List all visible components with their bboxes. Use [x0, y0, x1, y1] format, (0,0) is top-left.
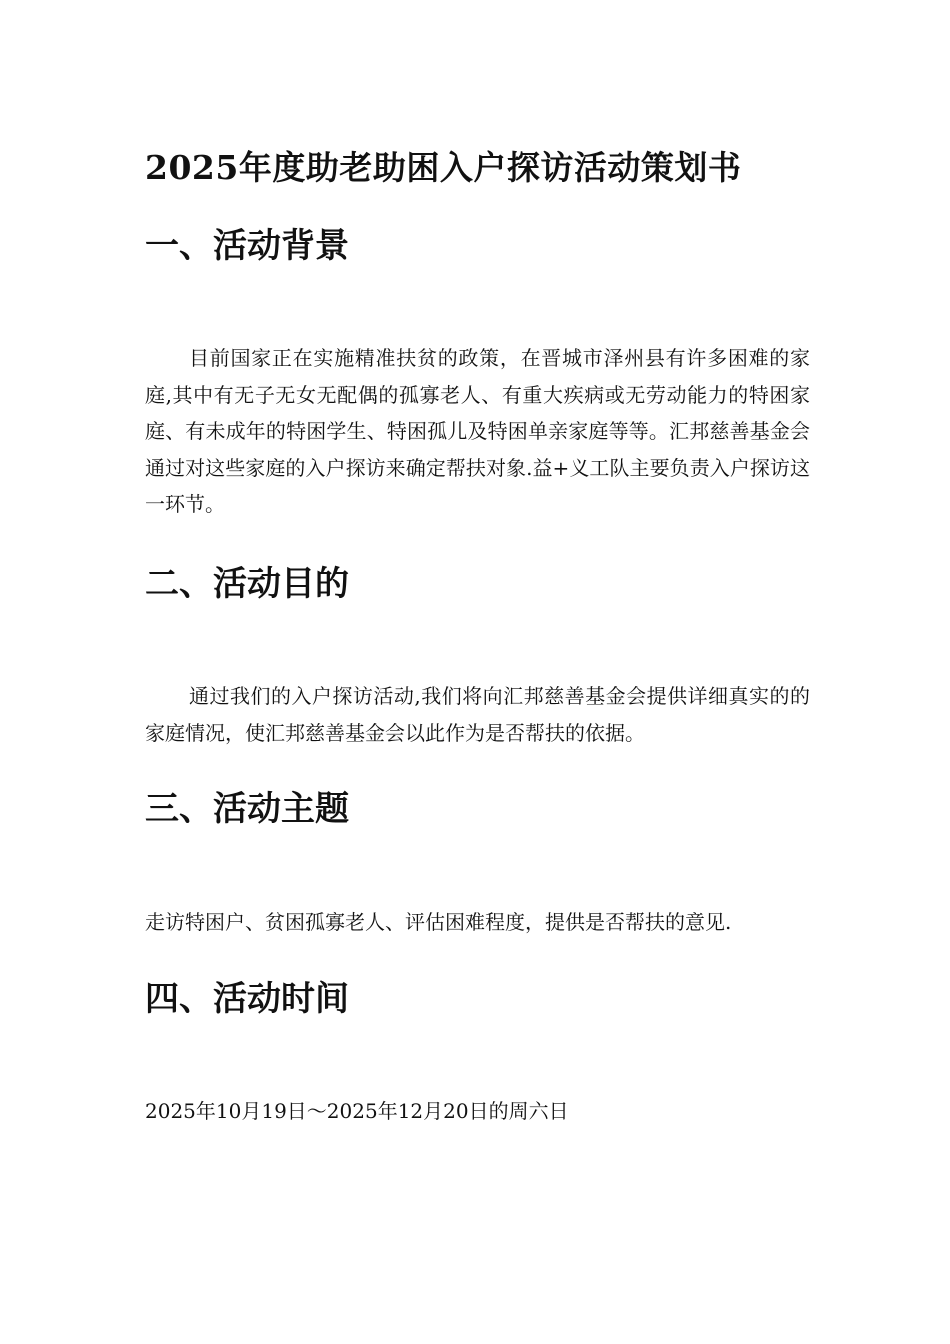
- section-body-background: 目前国家正在实施精准扶贫的政策，在晋城市泽州县有许多困难的家庭,其中有无子无女无配偶的孤寡老人、有重大疾病或无劳动能力的特困家庭、有未成年的特困学生、特困孤儿及特困单亲家庭等等。汇邦慈善基金会通过对这些家庭的入户探访来确定帮扶对象.益+义工队主要负责入户探访这一环节。: [145, 346, 810, 516]
- section-heading-time: 四、活动时间: [145, 979, 349, 1019]
- section-heading-theme: 三、活动主题: [145, 789, 349, 829]
- section-body-purpose: 通过我们的入户探访活动,我们将向汇邦慈善基金会提供详细真实的的家庭情况，使汇邦慈善基金会以此作为是否帮扶的依据。: [145, 684, 810, 745]
- section-heading-background: 一、活动背景: [145, 226, 349, 266]
- document-title: 2025年度助老助困入户探访活动策划书: [145, 148, 742, 187]
- section-body-theme: 走访特困户、贫困孤寡老人、评估困难程度，提供是否帮扶的意见.: [145, 910, 732, 934]
- section-body-time: 2025年10月19日～2025年12月20日的周六日: [145, 1099, 569, 1123]
- section-heading-purpose: 二、活动目的: [145, 564, 349, 604]
